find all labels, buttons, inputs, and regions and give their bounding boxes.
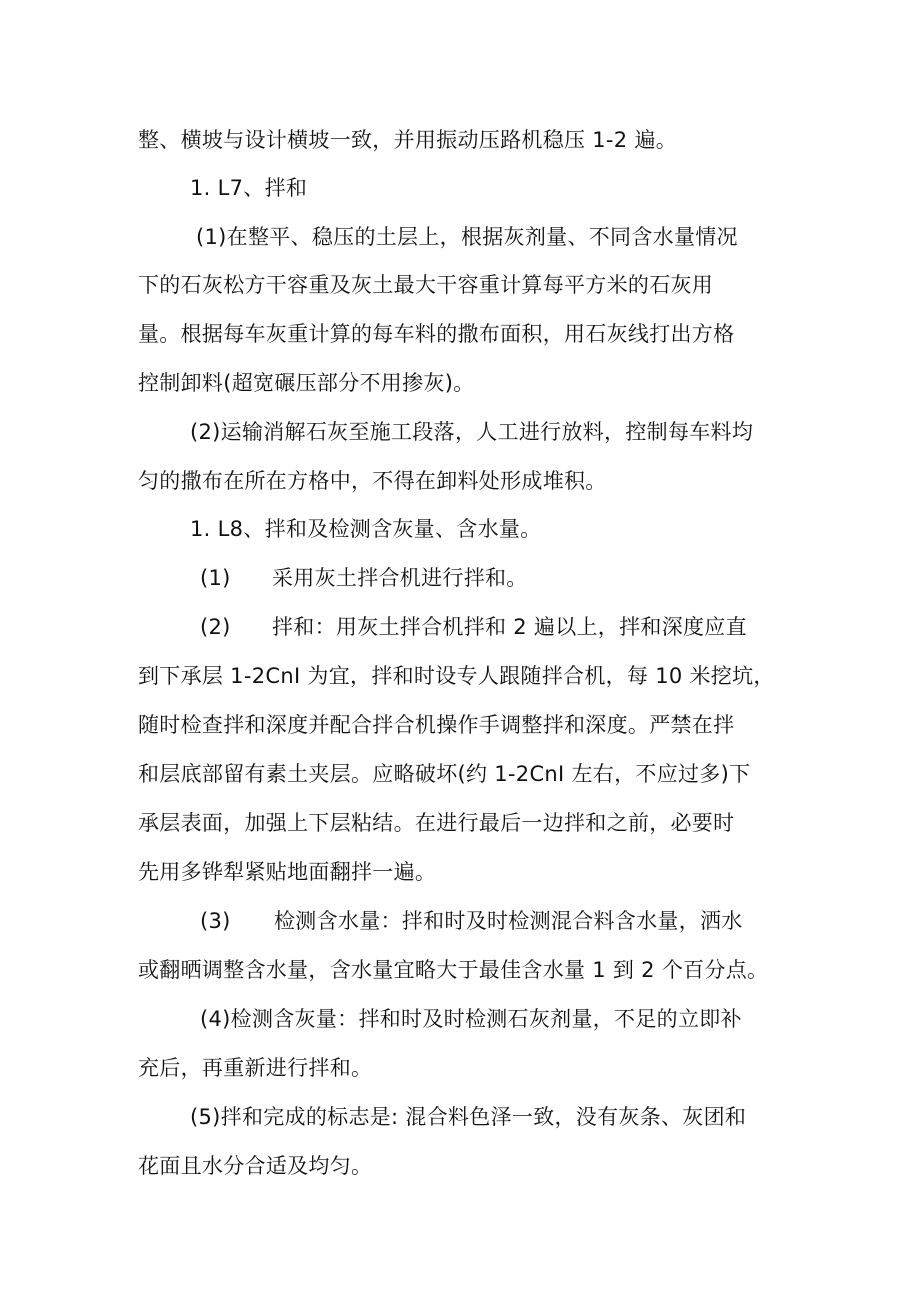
paragraph-line: (5)拌和完成的标志是: 混合料色泽一致，没有灰条、灰团和 xyxy=(190,1105,747,1129)
item-text: 采用灰土拌合机进行拌和。 xyxy=(272,566,528,590)
list-item xyxy=(200,613,747,641)
list-item xyxy=(200,564,528,592)
paragraph-line: (1)在整平、稳压的土层上，根据灰剂量、不同含水量情况 xyxy=(196,225,738,249)
paragraph-line: 控制卸料(超宽碾压部分不用掺灰)。 xyxy=(138,371,475,395)
paragraph-line: 到下承层 1-2CnI 为宜，拌和时设专人跟随拌合机，每 10 米挖坑， xyxy=(138,664,775,688)
paragraph-line: (2)运输消解石灰至施工段落，人工进行放料，控制每车料均 xyxy=(190,420,754,444)
paragraph-line: 匀的撒布在所在方格中，不得在卸料处形成堆积。 xyxy=(138,469,607,493)
paragraph-line: 整、横坡与设计横坡一致，并用振动压路机稳压 1-2 遍。 xyxy=(138,128,678,152)
section-heading: 1. L7、拌和 xyxy=(190,176,308,200)
paragraph-line: 或翻晒调整含水量，含水量宜略大于最佳含水量 1 到 2 个百分点。 xyxy=(138,958,769,982)
paragraph-line: 承层表面，加强上下层粘结。在进行最后一边拌和之前，必要时 xyxy=(138,811,735,835)
item-marker: (2) xyxy=(200,615,231,639)
paragraph-line: 先用多铧犁紧贴地面翻拌一遍。 xyxy=(138,860,437,884)
item-text: 检测含水量：拌和时及时检测混合料含水量，洒水 xyxy=(274,909,743,933)
paragraph-line: (4)检测含灰量：拌和时及时检测石灰剂量，不足的立即补 xyxy=(200,1007,742,1031)
section-heading: 1. L8、拌和及检测含灰量、含水量。 xyxy=(190,517,542,541)
item-text: 拌和：用灰土拌合机拌和 2 遍以上，拌和深度应直 xyxy=(272,615,747,639)
paragraph-line: 花面且水分合适及均匀。 xyxy=(138,1154,373,1178)
item-marker: (3) xyxy=(200,909,231,933)
paragraph-line: 下的石灰松方干容重及灰土最大干容重计算每平方米的石灰用 xyxy=(138,273,714,297)
paragraph-line: 和层底部留有素土夹层。应略破坏(约 1-2CnI 左右，不应过多)下 xyxy=(138,762,751,786)
paragraph-line: 随时检查拌和深度并配合拌合机操作手调整拌和深度。严禁在拌 xyxy=(138,713,735,737)
list-item xyxy=(200,907,743,935)
item-marker: (1) xyxy=(200,566,231,590)
paragraph-line: 量。根据每车灰重计算的每车料的撒布面积，用石灰线打出方格 xyxy=(138,322,735,346)
paragraph-line: 充后，再重新进行拌和。 xyxy=(138,1056,373,1080)
